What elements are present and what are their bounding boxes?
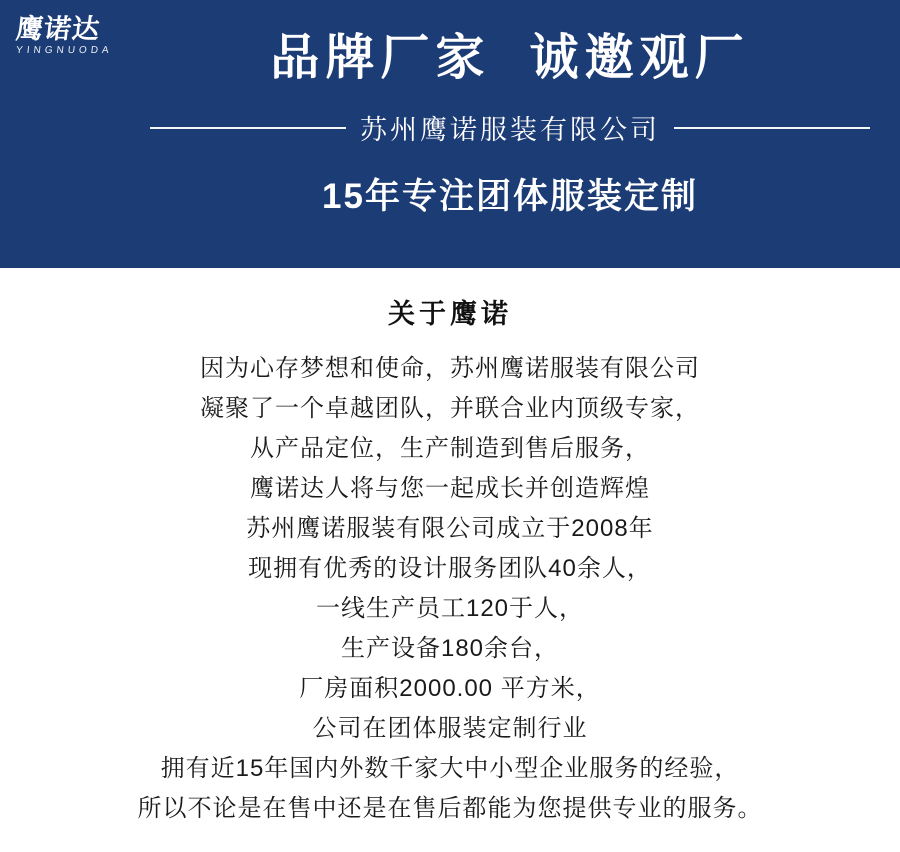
about-section (0, 268, 900, 829)
about-line: 一线生产员工120于人， (315, 595, 585, 622)
banner-text-block (150, 30, 870, 219)
brand-logo (16, 16, 120, 62)
about-line: 鹰诺达人将与您一起成长并创造辉煌 (250, 475, 650, 502)
about-line: 因为心存梦想和使命，苏州鹰诺服装有限公司 (200, 355, 700, 382)
about-line: 苏州鹰诺服装有限公司成立于2008年 (246, 515, 654, 542)
banner-title: 品牌厂家 诚邀观厂 (270, 31, 750, 85)
banner-company-row (150, 108, 870, 147)
brand-logo-main: 鹰诺达 (14, 14, 102, 45)
about-line: 从产品定位，生产制造到售后服务， (250, 435, 650, 462)
about-heading: 关于鹰诺 (388, 299, 512, 329)
about-line: 生产设备180余台， (340, 635, 560, 662)
about-line: 厂房面积2000.00 平方米， (299, 675, 601, 702)
about-line: 公司在团体服装定制行业 (312, 715, 588, 742)
about-line: 凝聚了一个卓越团队，并联合业内顶级专家， (200, 395, 700, 422)
about-line: 拥有近15年国内外数千家大中小型企业服务的经验， (160, 755, 740, 782)
banner-company-name: 苏州鹰诺服装有限公司 (360, 115, 660, 146)
divider-right (674, 127, 870, 129)
divider-left (150, 127, 346, 129)
header-banner (0, 0, 900, 268)
about-line: 现拥有优秀的设计服务团队40余人， (248, 555, 652, 582)
about-line: 所以不论是在售中还是在售后都能为您提供专业的服务。 (137, 795, 763, 822)
about-paragraph (0, 349, 900, 829)
brand-logo-sub: YINGNUODA (15, 45, 114, 56)
banner-tagline: 15年专注团体服装定制 (322, 177, 698, 217)
